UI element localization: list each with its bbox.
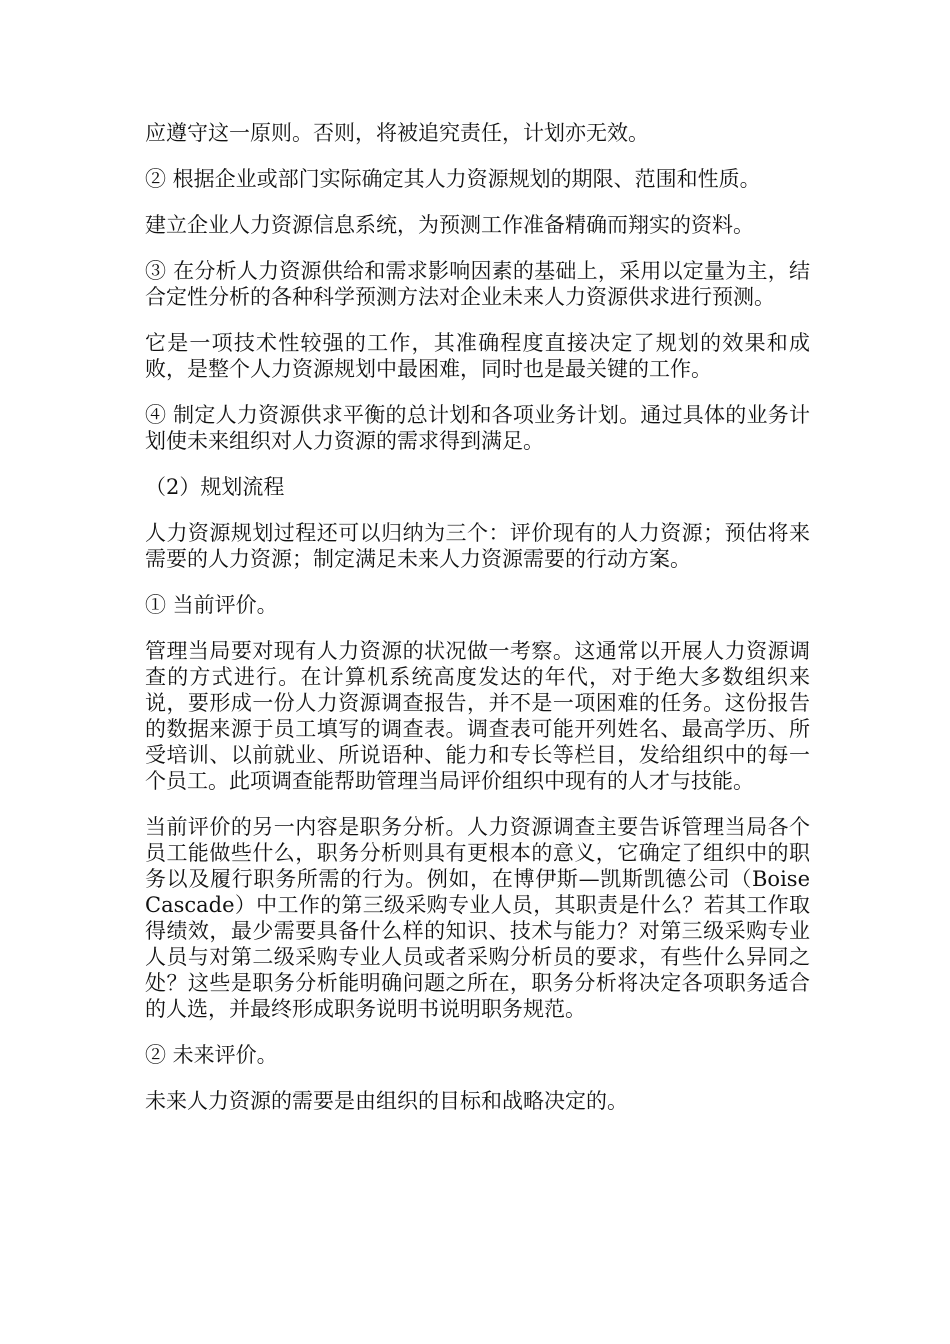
paragraph-step-2: ② 根据企业或部门实际确定其人力资源规划的期限、范围和性质。 [145, 167, 761, 191]
paragraph-hr-survey: 管理当局要对现有人力资源的状况做一考察。这通常以开展人力资源调查的方式进行。在计算机系统高度发达的年代，对于绝大多数组织来说，要形成一份人力资源调查报告，并不是一项困难的任务。这份报告的数据来源于员工填写的调查表。调查表可能开列姓名、最高学历、所受培训、以前就业、所说语种、能力和专长等栏目，发给组织中的每一个员工。此项调查能帮助管理当局评价组织中现有的人才与技能。 [145, 639, 810, 793]
paragraph-info-system: 建立企业人力资源信息系统，为预测工作准备精确而翔实的资料。 [145, 213, 754, 237]
paragraph-step-3: ③ 在分析人力资源供给和需求影响因素的基础上，采用以定量为主，结合定性分析的各种科学预测方法对企业未来人力资源供求进行预测。 [145, 259, 810, 309]
document-body [145, 120, 810, 1134]
subheading-current-evaluation: ① 当前评价。 [145, 593, 278, 617]
paragraph-technical-work: 它是一项技术性较强的工作，其准确程度直接决定了规划的效果和成败，是整个人力资源规划中最困难，同时也是最关键的工作。 [145, 331, 810, 381]
subheading-future-evaluation: ② 未来评价。 [145, 1043, 278, 1067]
paragraph-principle: 应遵守这一原则。否则，将被追究责任，计划亦无效。 [145, 121, 649, 145]
paragraph-process-summary: 人力资源规划过程还可以归纳为三个：评价现有的人力资源；预估将来需要的人力资源；制定满足未来人力资源需要的行动方案。 [145, 521, 810, 571]
paragraph-step-4: ④ 制定人力资源供求平衡的总计划和各项业务计划。通过具体的业务计划使未来组织对人力资源的需求得到满足。 [145, 403, 810, 453]
paragraph-job-analysis: 当前评价的另一内容是职务分析。人力资源调查主要告诉管理当局各个员工能做些什么，职务分析则具有更根本的意义，它确定了组织中的职务以及履行职务所需的行为。例如，在博伊斯—凯斯凯德公司（Boise Cascade）中工作的第三级采购专业人员，其职责是什么？若其工作取得绩效，最少需要具备什么样的知识、技术与能力？对第三级采购专业人员与对第二级采购专业人员或者采购分析员的要求，有些什么异同之处？这些是职务分析能明确问题之所在，职务分析将决定各项职务适合的人选，并最终形成职务说明书说明职务规范。 [145, 815, 810, 1021]
paragraph-future-needs: 未来人力资源的需要是由组织的目标和战略决定的。 [145, 1089, 628, 1113]
section-heading-planning-process: （2）规划流程 [145, 475, 285, 499]
